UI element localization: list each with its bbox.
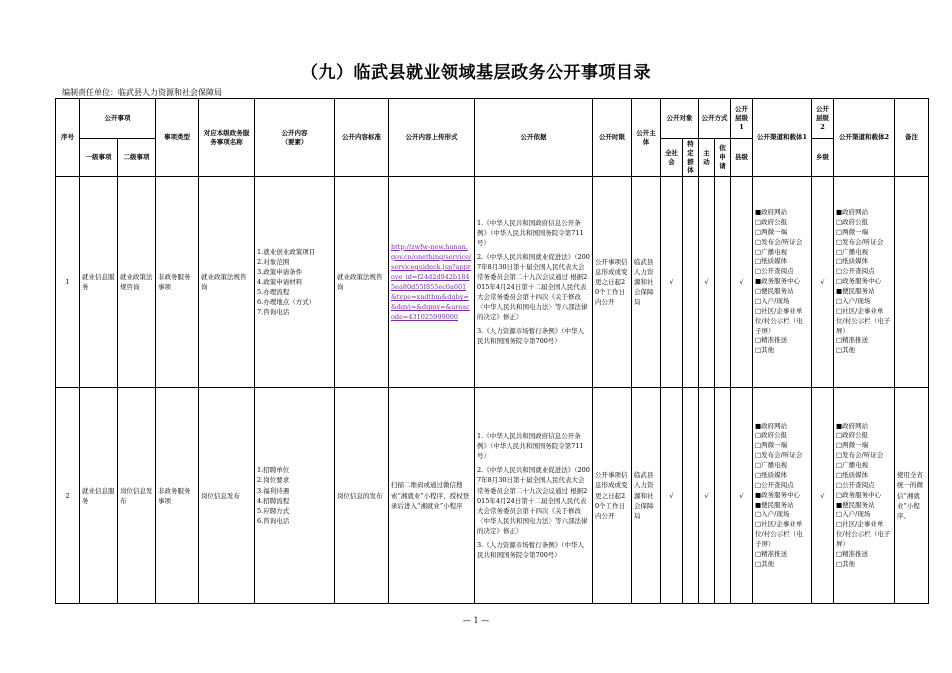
channel-item: □公开查阅点 — [755, 267, 794, 276]
col-county: 县级 — [731, 139, 753, 177]
col-subject: 公开主体 — [632, 99, 661, 177]
channel-item: □其他 — [836, 346, 856, 355]
col-content-sub: （要素） — [281, 137, 308, 146]
channel-item: □政府公报 — [755, 217, 788, 226]
row-seq: 1 — [56, 177, 80, 388]
basis-item: 1.《中华人民共和国政府信息公开条例》（中华人民共和国国务院令第711号） — [477, 432, 584, 461]
content-item: 6.咨询电话 — [257, 516, 290, 525]
channel-item: □公开查阅点 — [755, 480, 794, 489]
content-item: 5.办理流程 — [257, 288, 290, 297]
channel-item: □精准推送 — [755, 336, 788, 345]
channel-item: ■便民服务站 — [836, 500, 875, 509]
channel-item: □两微一端 — [755, 441, 788, 450]
channel-item: □纸质媒体 — [836, 470, 869, 479]
row-item-type: 非政务服务事项 — [156, 388, 199, 604]
col-content-title: 公开内容 — [281, 128, 308, 137]
row-channel1 — [753, 177, 812, 388]
channel-item: □政府公报 — [836, 217, 869, 226]
row-county: √ — [731, 177, 753, 388]
basis-item: 1.《中华人民共和国政府信息公开条例》（中华人民共和国国务院令第711号） — [477, 218, 584, 247]
channel-item: □精准推送 — [836, 549, 869, 558]
row-remark: 使用全省统一的微信“湘就业”小程序。 — [895, 388, 929, 604]
page-title: （九）临武县就业领域基层政务公开事项目录 — [301, 63, 651, 83]
col-method: 公开方式 — [699, 99, 731, 139]
channel-item: □两微一端 — [836, 227, 869, 236]
row-basis — [475, 388, 593, 604]
channel-item: ■便民服务站 — [836, 287, 875, 295]
row-channel1 — [753, 388, 812, 604]
channel-item: □公开查阅点 — [836, 480, 875, 489]
channel-item: □便民服务站 — [755, 287, 794, 295]
channel-item: □两微一端 — [755, 227, 788, 236]
channel-item: □社区/企事业单位/村公示栏（电子屏） — [836, 520, 891, 548]
content-item: 7.咨询电话 — [257, 308, 290, 317]
row-subject: 临武县人力资源和社会保障局 — [632, 177, 661, 388]
col-target-all: 全社会 — [661, 139, 683, 177]
row-target-special — [683, 388, 699, 604]
row-level1: 就业信息服务 — [80, 177, 118, 388]
channel-item: □发布会/听证会 — [836, 237, 884, 246]
row-channel2 — [834, 388, 895, 604]
channel-item: □入户/现场 — [836, 296, 871, 305]
col-target-special: 特定群体 — [683, 139, 699, 177]
channel-item: □社区/企事业单位/村公示栏（电子屏） — [755, 306, 803, 335]
row-time-limit: 公开事项信息形成或变更之日起20个工作日内公开 — [593, 177, 632, 388]
service-guide-link[interactable]: http://zwfw-new.hunan.gov.cn/onething/service/serviceguideck.jsp?approve_id=f24d2d942b1845ea80d55f855ec0a601&type=xndtbm&dgby=&dgyj=&dgmy=&areacode=431025999000 — [391, 242, 472, 322]
row-basis — [475, 177, 593, 388]
content-item: 3.政策申请条件 — [257, 267, 303, 276]
channel-item: □公开查阅点 — [836, 267, 875, 276]
row-channel2 — [834, 177, 895, 388]
channel-item: ■政府网站 — [755, 208, 788, 216]
row-level2: 就业政策法规咨询 — [118, 177, 156, 388]
table-row — [56, 388, 929, 604]
row-content-std: 就业政策法规咨询 — [335, 177, 389, 388]
channel-item: □精准推送 — [755, 549, 788, 558]
content-item: 1.招聘单位 — [257, 466, 290, 475]
row-target-all: √ — [661, 388, 683, 604]
page-number: — 1 — — [462, 616, 490, 625]
content-item: 4.政策申请材料 — [257, 278, 303, 287]
public-items-table — [55, 98, 929, 604]
channel-item: □发布会/听证会 — [836, 451, 884, 460]
col-method-active: 主动 — [699, 139, 715, 177]
col-content — [255, 99, 335, 177]
channel-item: □其他 — [755, 559, 775, 568]
responsible-unit: 编制责任单位：临武县人力资源和社会保障局 — [62, 88, 222, 97]
col-content-std: 公开内容标准 — [335, 99, 389, 177]
col-town: 乡级 — [812, 139, 834, 177]
row-content-std: 岗位信息的发布 — [335, 388, 389, 604]
col-public-item: 公开事项 — [80, 99, 156, 139]
col-basis: 公开依据 — [475, 99, 593, 177]
channel-item: ■政务服务中心 — [755, 277, 801, 286]
channel-item: ■政务服务中心 — [755, 490, 801, 499]
col-upload-form: 公开内容上传形式 — [389, 99, 475, 177]
col-time-limit: 公开时限 — [593, 99, 632, 177]
row-content — [255, 388, 335, 604]
row-time-limit: 公开事项信息形成或变更之日起20个工作日内公开 — [593, 388, 632, 604]
row-level2: 岗位信息发布 — [118, 388, 156, 604]
channel-item: □社区/企事业单位/村公示栏（电子屏） — [755, 520, 803, 548]
col-channel1: 公开渠道和载体1 — [753, 99, 812, 177]
channel-item: □广播电视 — [755, 247, 788, 256]
col-remark: 备注 — [895, 99, 929, 177]
col-level-a: 公开层级1 — [731, 99, 753, 139]
channel-item: □社区/企事业单位/村公示栏（电子屏） — [836, 306, 891, 335]
channel-item: ■便民服务站 — [755, 500, 794, 509]
row-method-apply — [715, 177, 731, 388]
content-item: 1.就业创业政策项目 — [257, 247, 316, 256]
row-item-type: 非政务服务事项 — [156, 177, 199, 388]
channel-item: □纸质媒体 — [755, 257, 788, 266]
content-item: 2.岗位要求 — [257, 476, 290, 485]
channel-item: □发布会/听证会 — [755, 237, 803, 246]
channel-item: □入户/现场 — [755, 510, 790, 519]
channel-item: □广播电视 — [755, 461, 788, 469]
row-upload-form: 扫描二维码或通过微信搜索“湘就业”小程序，授权登录后进入“湘就业”小程序 — [389, 388, 475, 604]
header-row-1 — [56, 99, 929, 139]
row-method-apply — [715, 388, 731, 604]
row-subject: 临武县人力资源和社会保障局 — [632, 388, 661, 604]
channel-item: □广播电视 — [836, 461, 869, 469]
content-item: 5.应聘方式 — [257, 506, 290, 515]
channel-item: ■政府网站 — [755, 421, 788, 430]
row-service-name: 就业政策法规咨询 — [199, 177, 255, 388]
row-seq: 2 — [56, 388, 80, 604]
basis-item: 2.《中华人民共和国就业促进法》（2007年8月30日第十届全国人民代表大会常务委员会第二十九次会议通过 根据2015年4月24日第十二届全国人民代表大会常务委员会第十四次《关于修改〈中华人民共和国电力法〉等六部法律的决定》修正） — [477, 252, 590, 322]
channel-item: □入户/现场 — [755, 296, 790, 305]
table-row — [56, 177, 929, 388]
channel-item: □广播电视 — [836, 247, 869, 256]
row-service-name: 岗位信息发布 — [199, 388, 255, 604]
channel-item: ■政府网站 — [836, 421, 869, 430]
channel-item: □政府公报 — [836, 431, 869, 440]
channel-item: □精准推送 — [836, 336, 869, 345]
row-town: √ — [812, 177, 834, 388]
channel-item: □政务服务中心 — [836, 490, 882, 499]
channel-item: □纸质媒体 — [836, 257, 869, 266]
col-service-name: 对应本级政务服务事项名称 — [199, 99, 255, 177]
row-level1: 就业信息服务 — [80, 388, 118, 604]
channel-item: □政务服务中心 — [836, 277, 882, 286]
col-level2: 二级事项 — [118, 139, 156, 177]
channel-item: □纸质媒体 — [755, 470, 788, 479]
row-remark — [895, 177, 929, 388]
col-target: 公开对象 — [661, 99, 699, 139]
channel-item: □政府公报 — [755, 431, 788, 440]
channel-item: □其他 — [755, 346, 775, 355]
content-item: 2.对象范围 — [257, 257, 290, 266]
row-content — [255, 177, 335, 388]
col-method-apply: 依申请 — [715, 139, 731, 177]
content-item: 3.福利待遇 — [257, 486, 290, 495]
col-seq: 序号 — [56, 99, 80, 177]
channel-item: □发布会/听证会 — [755, 451, 803, 460]
channel-item: ■政府网站 — [836, 208, 869, 216]
channel-item: □其他 — [836, 559, 856, 568]
content-item: 6.办理地点（方式） — [257, 298, 316, 307]
row-county: √ — [731, 388, 753, 604]
channel-item: □入户/现场 — [836, 510, 871, 519]
basis-item: 3.《人力资源市场暂行条例》（中华人民共和国国务院令第700号） — [477, 540, 584, 559]
row-town: √ — [812, 388, 834, 604]
row-method-active: √ — [699, 177, 715, 388]
col-level1: 一级事项 — [80, 139, 118, 177]
col-channel2: 公开渠道和载体2 — [834, 99, 895, 177]
row-target-all: √ — [661, 177, 683, 388]
channel-item: □两微一端 — [836, 441, 869, 450]
row-upload-form — [389, 177, 475, 388]
basis-item: 3.《人力资源市场暂行条例》（中华人民共和国国务院令第700号） — [477, 327, 584, 346]
row-target-special — [683, 177, 699, 388]
row-method-active: √ — [699, 388, 715, 604]
col-item-type: 事项类型 — [156, 99, 199, 177]
basis-item: 2.《中华人民共和国就业促进法》（2007年8月30日第十届全国人民代表大会常务委员会第二十九次会议通过 根据2015年4月24日第十二届全国人民代表大会常务委员会第十四次《关于修改〈中华人民共和国电力法〉等六部法律的决定》修正） — [477, 466, 590, 535]
col-level-b: 公开层级2 — [812, 99, 834, 139]
content-item: 4.招聘流程 — [257, 496, 290, 505]
